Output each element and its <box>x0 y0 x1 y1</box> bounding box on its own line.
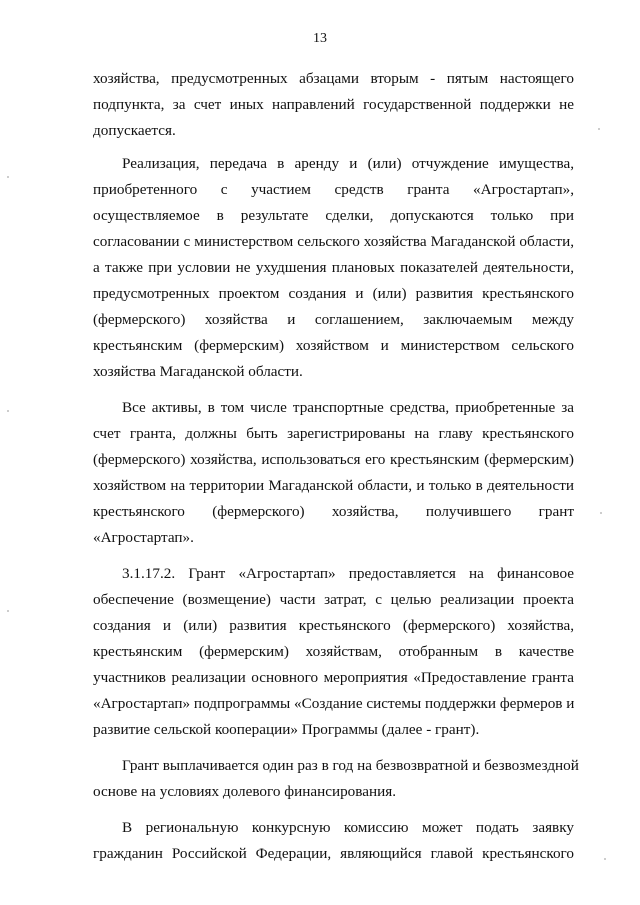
paragraph-4 <box>93 561 574 743</box>
text-line: участников реализации основного мероприятия «Предоставление гранта <box>93 669 574 686</box>
text-line: крестьянским (фермерским) хозяйством и министерством сельского <box>93 337 574 354</box>
paragraph-3 <box>93 395 574 551</box>
text-line: Грант выплачивается один раз в год на безвозвратной и безвозмездной <box>122 757 579 774</box>
text-line: создания и (или) развития крестьянского (фермерского) хозяйства, <box>93 617 574 634</box>
text-line: предусмотренных проектом создания и (или) развития крестьянского <box>93 285 574 302</box>
text-line: согласовании с министерством сельского хозяйства Магаданской области, <box>93 233 574 250</box>
text-line: крестьянским (фермерским) хозяйствам, отобранным в качестве <box>93 643 574 660</box>
text-line: крестьянского (фермерского) хозяйства, получившего грант <box>93 503 574 520</box>
text-line: В региональную конкурсную комиссию может подать заявку <box>122 819 574 836</box>
text-line: хозяйства, предусмотренных абзацами вторым - пятым настоящего <box>93 70 574 87</box>
text-line: подпункта, за счет иных направлений государственной поддержки не <box>93 96 574 113</box>
text-line: обеспечение (возмещение) части затрат, с целью реализации проекта <box>93 591 574 608</box>
text-line: приобретенного с участием средств гранта «Агростартап», <box>93 181 574 198</box>
text-line: гражданин Российской Федерации, являющийся главой крестьянского <box>93 845 574 862</box>
paragraph-5 <box>93 753 579 805</box>
document-body <box>93 66 579 877</box>
page-number: 13 <box>313 31 327 46</box>
text-line: (фермерского) хозяйства и соглашением, заключаемым между <box>93 311 574 328</box>
text-line: основе на условиях долевого финансирования. <box>93 783 397 800</box>
text-line: 3.1.17.2. Грант «Агростартап» предоставляется на финансовое <box>122 565 574 582</box>
text-line: хозяйства Магаданской области. <box>93 363 303 380</box>
scan-speck <box>7 610 9 612</box>
text-line: «Агростартап». <box>93 529 194 546</box>
text-line: «Агростартап» подпрограммы «Создание системы поддержки фермеров и <box>93 695 575 712</box>
paragraph-6 <box>93 815 574 867</box>
scan-speck <box>600 512 602 514</box>
text-line: (фермерского) хозяйства, использоваться его крестьянским (фермерским) <box>93 451 574 468</box>
scan-speck <box>604 858 606 860</box>
text-line: развитие сельской кооперации» Программы (далее - грант). <box>93 721 480 738</box>
scan-speck <box>598 128 600 130</box>
text-line: хозяйством на территории Магаданской области, и только в деятельности <box>93 477 574 494</box>
text-line: счет гранта, должны быть зарегистрированы на главу крестьянского <box>93 425 574 442</box>
scan-speck <box>7 410 9 412</box>
text-line: Все активы, в том числе транспортные средства, приобретенные за <box>122 399 574 416</box>
text-line: допускается. <box>93 122 176 139</box>
text-line: Реализация, передача в аренду и (или) отчуждение имущества, <box>122 155 574 172</box>
paragraph-1 <box>93 66 574 144</box>
text-line: осуществляемое в результате сделки, допускаются только при <box>93 207 574 224</box>
scan-speck <box>7 176 9 178</box>
text-line: а также при условии не ухудшения плановых показателей деятельности, <box>93 259 574 276</box>
paragraph-2 <box>93 151 574 385</box>
